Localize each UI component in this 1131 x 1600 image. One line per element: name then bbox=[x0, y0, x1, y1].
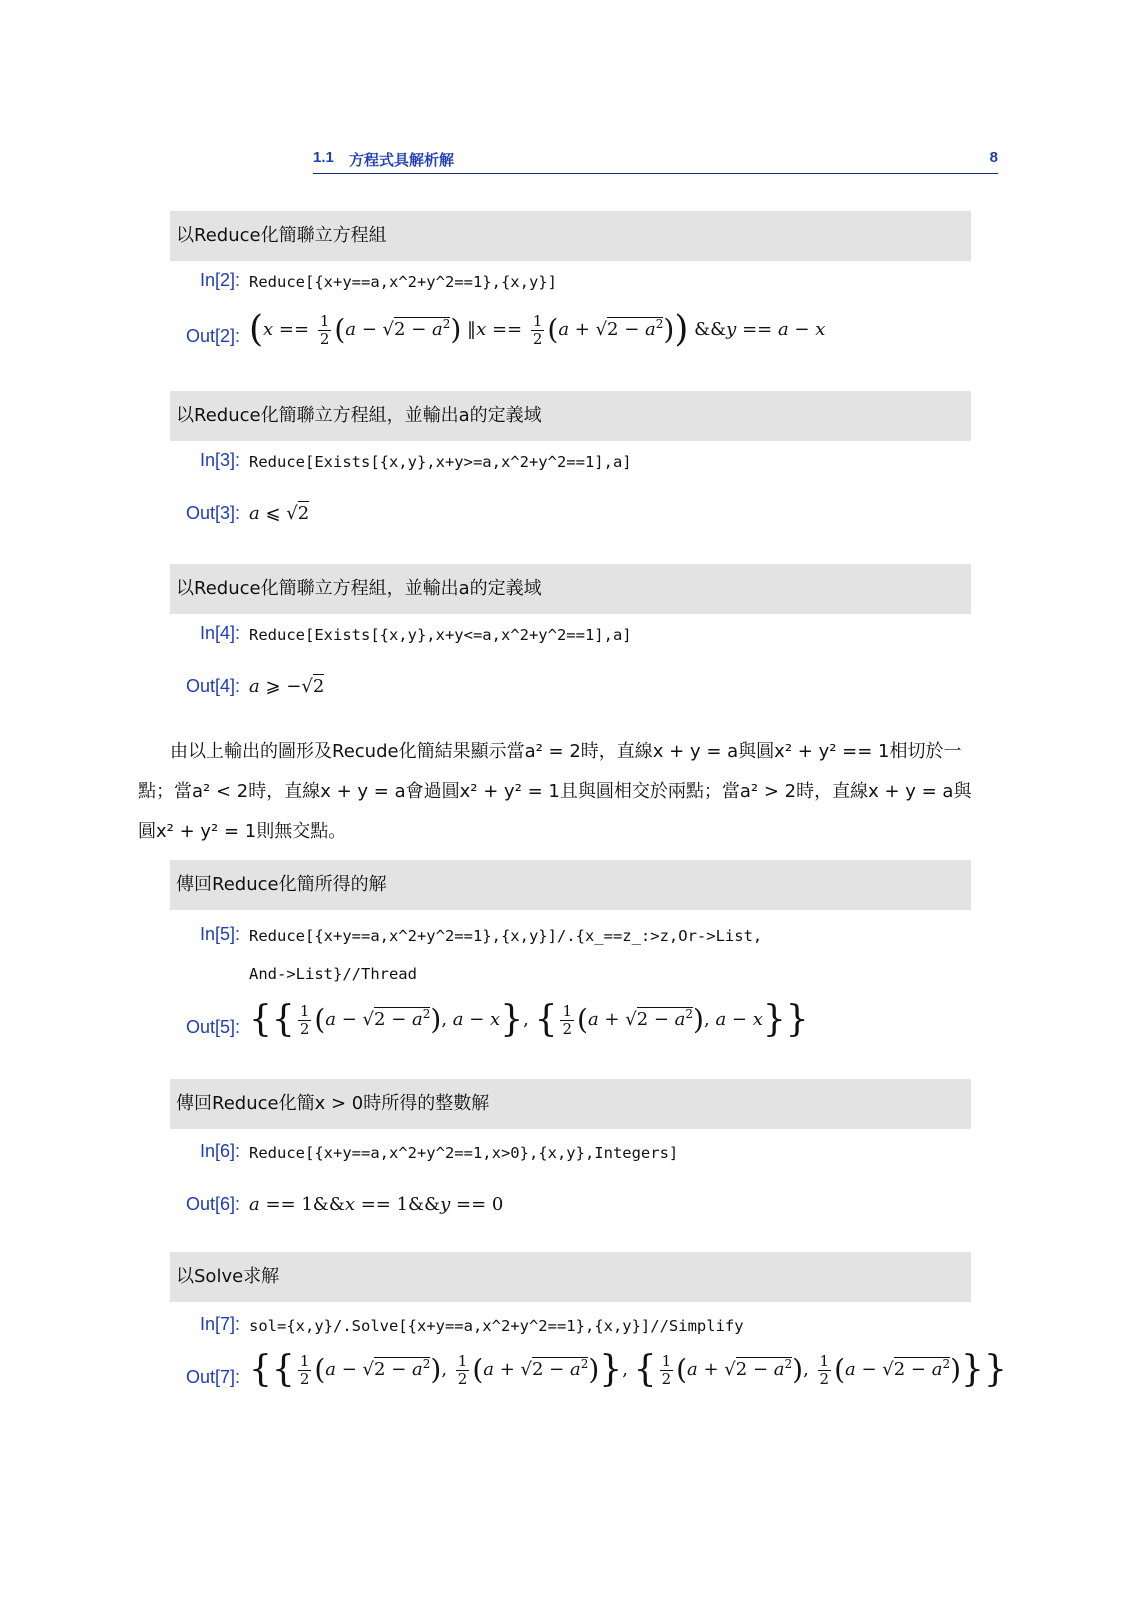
section-title: 方程式具解析解 bbox=[349, 151, 455, 169]
page-number: 8 bbox=[989, 149, 998, 166]
input-label: In[7]: bbox=[199, 1314, 240, 1334]
cell-title: 以Reduce化簡聯立方程組，並輸出a的定義域 bbox=[170, 391, 971, 441]
paragraph-line: 圓x² + y² = 1則無交點。 bbox=[138, 821, 347, 842]
output-expression: a == 1&&x == 1&&y == 0 bbox=[249, 1194, 504, 1215]
input-code-continued[interactable]: And->List}//Thread bbox=[249, 965, 417, 983]
output-label: Out[4]: bbox=[185, 676, 240, 696]
output-label: Out[5]: bbox=[185, 1017, 240, 1037]
output-label: Out[7]: bbox=[185, 1367, 240, 1387]
output-label: Out[3]: bbox=[185, 503, 240, 523]
paragraph-line: 由以上輸出的圖形及Recude化簡結果顯示當a² = 2時，直線x + y = a與圓x² + y² == 1相切於一 bbox=[170, 741, 962, 762]
input-code[interactable]: Reduce[Exists[{x,y},x+y>=a,x^2+y^2==1],a] bbox=[249, 453, 632, 471]
cell-title: 以Solve求解 bbox=[170, 1252, 971, 1302]
cell-title: 傳回Reduce化簡x > 0時所得的整數解 bbox=[170, 1079, 971, 1129]
output-expression: a ⩾ −√2 bbox=[249, 676, 325, 697]
input-code[interactable]: sol={x,y}/.Solve[{x+y==a,x^2+y^2==1},{x,y}]//Simplify bbox=[249, 1317, 744, 1335]
input-code[interactable]: Reduce[{x+y==a,x^2+y^2==1},{x,y}]/.{x_==z_:>z,Or->List, bbox=[249, 927, 763, 945]
output-label: Out[6]: bbox=[185, 1194, 240, 1214]
cell-title: 傳回Reduce化簡所得的解 bbox=[170, 860, 971, 910]
input-label: In[2]: bbox=[199, 270, 240, 290]
input-label: In[4]: bbox=[199, 623, 240, 643]
input-label: In[6]: bbox=[199, 1141, 240, 1161]
input-label: In[5]: bbox=[199, 924, 240, 944]
input-code[interactable]: Reduce[{x+y==a,x^2+y^2==1,x>0},{x,y},Integers] bbox=[249, 1144, 679, 1162]
input-label: In[3]: bbox=[199, 450, 240, 470]
section-number: 1.1 bbox=[313, 149, 334, 166]
output-expression: a ⩽ √2 bbox=[249, 503, 310, 524]
output-label: Out[2]: bbox=[185, 326, 240, 346]
output-expression: {{ $\frac{1}{2}$ $(a - √2 - a^2)$, $\frac{1}{2}$ $(a + √2 - a^2)$}, { $\frac{1}{2}$ $(a + √2 - a^2)$, $\frac{1}{2}$ $(a - √2 - a^2)$}} bbox=[249, 1349, 1007, 1390]
output-expression: (x == $\frac{1}{2}$ $(a - √2 - a^2)$ ‖x == $\frac{1}{2}$ $(a + √2 - a^2)$) &&y == a − x bbox=[249, 309, 826, 350]
cell-title: 以Reduce化簡聯立方程組，並輸出a的定義域 bbox=[170, 564, 971, 614]
paragraph-line: 點；當a² < 2時，直線x + y = a會過圓x² + y² = 1且與圓相交於兩點；當a² > 2時，直線x + y = a與 bbox=[138, 781, 972, 802]
input-code[interactable]: Reduce[{x+y==a,x^2+y^2==1},{x,y}] bbox=[249, 273, 557, 291]
cell-title: 以Reduce化簡聯立方程組 bbox=[170, 211, 971, 261]
output-expression: {{ $\frac{1}{2}$ $(a - √2 - a^2)$, a − x}, { $\frac{1}{2}$ $(a + √2 - a^2)$, a − x}} bbox=[249, 999, 809, 1040]
running-header bbox=[313, 149, 998, 174]
input-code[interactable]: Reduce[Exists[{x,y},x+y<=a,x^2+y^2==1],a] bbox=[249, 626, 632, 644]
